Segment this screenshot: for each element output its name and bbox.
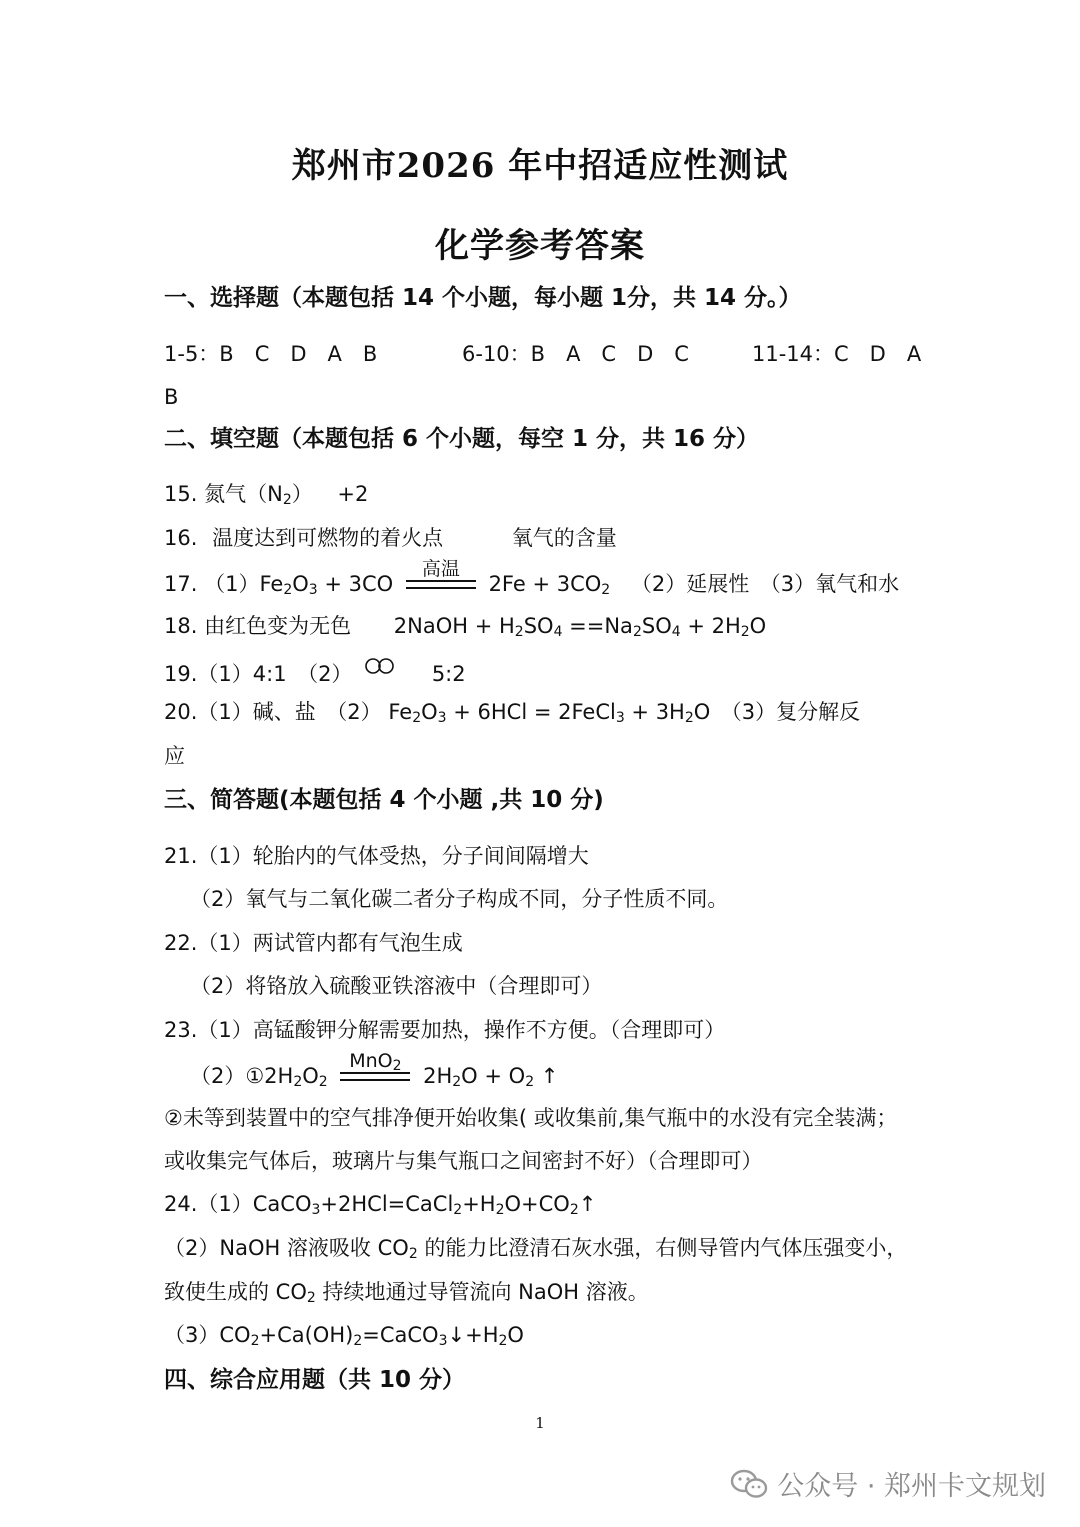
subscript: 2 [498,1333,508,1349]
equation-part: 2Fe + 3CO [488,572,602,596]
question-number: 20. [164,700,198,724]
subscript: 3 [308,582,318,598]
answer-text: （1）4:1 （2） [197,662,353,686]
subscript: 2 [392,1058,402,1074]
equation-part: O+CO [504,1192,570,1216]
subscript: 2 [318,1074,328,1090]
question-24-part-3 [164,1321,924,1349]
question-number: 17. [164,572,198,596]
equation-part: （2）①2H [190,1064,294,1088]
question-22-part-2: （2）将铬放入硫酸亚铁溶液中（合理即可） [190,974,603,998]
question-15 [164,480,924,508]
question-21-part-2: （2）氧气与二氧化碳二者分子构成不同，分子性质不同。 [190,887,729,911]
subscript: 2 [632,624,642,640]
subscript: 2 [514,624,524,640]
subscript: 2 [283,582,293,598]
section-heading-short-answer: 三、简答题(本题包括 4 个小题 ,共 10 分) [164,787,604,813]
question-24-part-1 [164,1190,924,1218]
equation-part: ↑ [534,1064,559,1088]
subscript: 4 [553,624,563,640]
question-24-part-2 [164,1234,924,1262]
page-number: 1 [535,1414,545,1432]
question-24-part-2-continued [164,1278,924,1306]
equation-part: ==Na [562,614,633,638]
question-23-part-1: 23.（1）高锰酸钾分解需要加热，操作不方便。（合理即可） [164,1018,726,1042]
subscript: 2 [740,624,750,640]
question-number: 15. [164,482,198,506]
answer-text: （2）延展性 （3）氧气和水 [630,572,900,596]
equation-part: + 6HCl = 2FeCl [446,700,616,724]
section-heading-comprehensive: 四、综合应用题（共 10 分） [164,1367,466,1393]
equation-part: +Ca(OH) [259,1323,354,1347]
subscript: 4 [671,624,681,640]
equation-part: O [693,700,711,724]
equation-part: =CaCO [362,1323,439,1347]
question-16 [164,524,924,552]
watermark-text: 公众号 · 郑州卡文规划 [777,1471,1046,1502]
equation-part: O [302,1064,319,1088]
subscript: 2 [408,1246,418,1262]
answers-11-14: 11-14：C D A [752,342,922,366]
page-title: 郑州市2026 年中招适应性测试 [291,146,789,186]
question-20-continued: 应 [164,744,185,768]
subscript: 2 [569,1202,579,1218]
answer-text: （3）复分解反 [710,700,861,724]
equation-part: （1）Fe [204,572,284,596]
question-21-part-1: 21.（1）轮胎内的气体受热，分子间间隔增大 [164,844,589,868]
subscript: 2 [601,582,611,598]
chemical-equation [394,614,766,638]
answers-1-5: 1-5：B C D A B [164,342,378,366]
equation-part: SO [523,614,554,638]
section-heading-fill-in: 二、填空题（本题包括 6 个小题，每空 1 分，共 16 分） [164,426,760,452]
reaction-condition [406,558,476,594]
subscript: 3 [311,1202,321,1218]
question-23-part-2-reason-continued: 或收集完气体后，玻璃片与集气瓶口之间密封不好）（合理即可） [164,1149,763,1173]
subscript: 3 [437,710,447,726]
subscript: 2 [453,1202,463,1218]
subscript: 3 [615,710,625,726]
equation-part: O [749,614,767,638]
ratio-answer: 5:2 [431,662,466,686]
equation-part: 24.（1）CaCO [164,1192,312,1216]
chemical-equation [388,700,710,724]
question-number: 16. [164,526,198,550]
subscript: 2 [293,1074,303,1090]
watermark [729,1464,1046,1503]
question-17 [164,558,924,598]
equation-part: + 3CO [317,572,394,596]
question-number: 19. [164,662,198,686]
condition-label: 高温 [421,558,460,580]
subscript: 2 [525,1074,535,1090]
equation-part: O [507,1323,524,1347]
subscript: 2 [412,710,422,726]
subscript: 2 [495,1202,505,1218]
answer-text: 致使生成的 CO [164,1280,307,1304]
equation-part: + 3H [624,700,685,724]
equation-part: +2HCl=CaCl [320,1192,454,1216]
answer-text: 温度达到可燃物的着火点 [212,526,444,550]
equation-part: SO [641,614,672,638]
equation-part: +H [462,1192,496,1216]
wechat-icon [729,1468,769,1500]
subscript: 2 [282,492,292,508]
question-20 [164,698,924,726]
valence-answer: +2 [337,482,369,506]
question-22-part-1: 22.（1）两试管内都有气泡生成 [164,931,463,955]
page-subtitle: 化学参考答案 [435,226,645,266]
catalyst-formula: MnO [349,1050,393,1072]
equation-part: （3）CO [164,1323,251,1347]
equals-sign [406,580,476,589]
equals-sign [340,1072,410,1081]
condition-label [340,1047,410,1075]
equation-part: + 2H [680,614,741,638]
answer-text: （1）碱、盐 （2） [197,700,382,724]
answer-14: B [164,385,179,409]
equation-part: 2H [423,1064,453,1088]
subscript: 2 [353,1333,363,1349]
equation-part: ↓+H [447,1323,499,1347]
section-heading-multiple-choice: 一、选择题（本题包括 14 个小题，每小题 1分，共 14 分。） [164,285,802,311]
answer-text: ） [291,482,313,506]
answers-6-10: 6-10：B A C D C [462,342,689,366]
subscript: 2 [250,1333,260,1349]
subscript: 2 [684,710,694,726]
question-23-part-2 [190,1050,950,1090]
reaction-condition [340,1050,410,1086]
question-19 [164,655,924,688]
question-number: 18. [164,614,198,638]
subscript: 2 [306,1290,316,1306]
subscript: 3 [438,1333,448,1349]
answer-text: 由红色变为无色 [204,614,352,638]
equation-part: O + O [461,1064,526,1088]
answer-text: 的能力比澄清石灰水强，右侧导管内气体压强变小， [417,1236,908,1260]
answer-text: （2）NaOH 溶液吸收 CO [164,1236,409,1260]
equation-part: ↑ [578,1192,597,1216]
subscript: 2 [452,1074,462,1090]
answer-text: 氧气的含量 [511,526,617,550]
equation-part: Fe [388,700,413,724]
equation-part: O [292,572,309,596]
question-23-part-2-reason: ②未等到装置中的空气排净便开始收集( 或收集前,集气瓶中的水没有完全装满； [164,1106,898,1130]
answer-text: 持续地通过导管流向 NaOH 溶液。 [315,1280,649,1304]
answer-text: 氮气（N [204,482,283,506]
equation-part: 2NaOH + H [393,614,515,638]
equation-part: O [421,700,438,724]
question-18 [164,612,924,640]
molecule-diagram-icon [363,655,397,677]
